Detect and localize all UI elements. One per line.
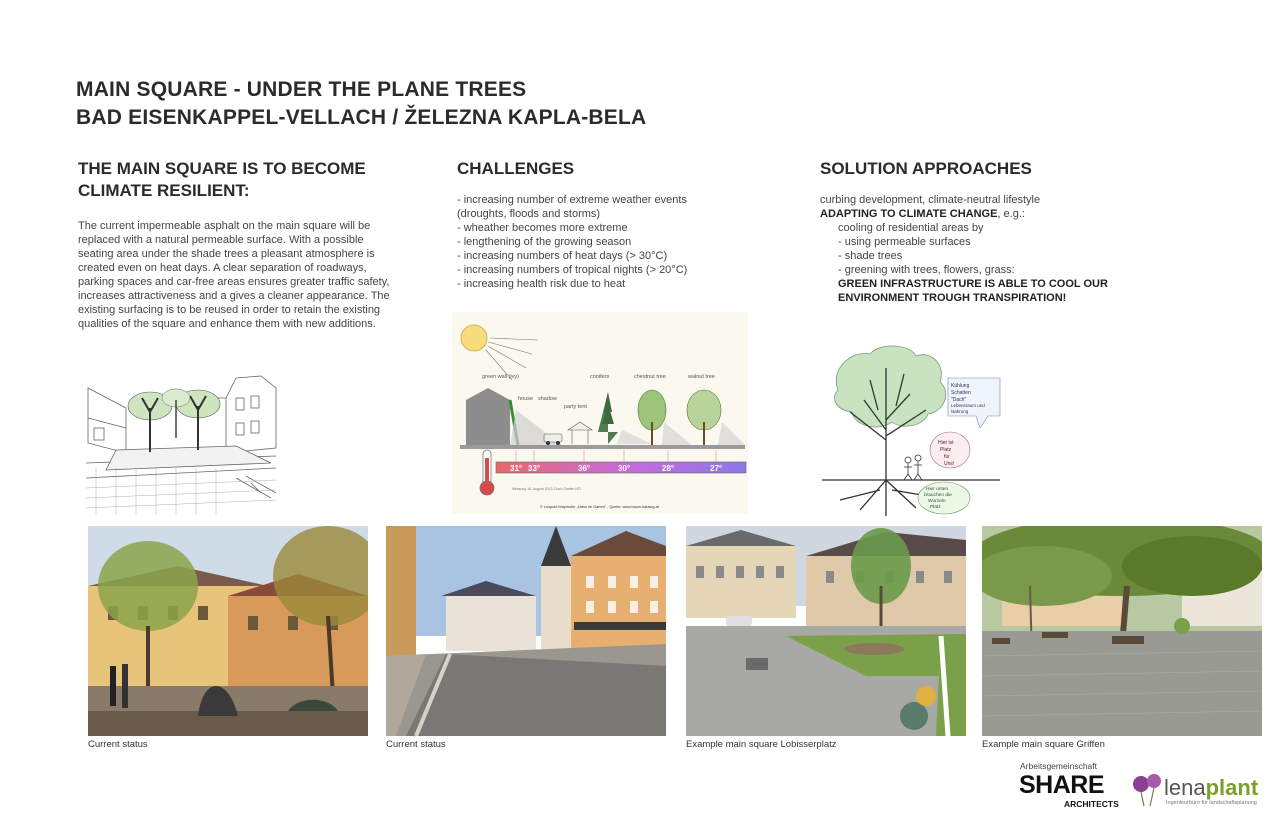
label-conifers: conifers xyxy=(590,374,610,380)
people-icon xyxy=(904,455,922,480)
photo-caption: Example main square Griffen xyxy=(982,739,1105,750)
challenge-item: - increasing numbers of heat days (> 30°C) xyxy=(457,250,668,262)
allium-flower-icon xyxy=(1130,772,1164,806)
left-column xyxy=(78,158,418,331)
photo-lobisserplatz xyxy=(686,526,966,736)
paragraph-line: qualities of the square and enhance them with new additions. xyxy=(78,318,376,330)
paragraph-line: increases attractiveness and a gives a cleaner appearance. The xyxy=(78,290,390,302)
arbeitsgemeinschaft-label: Arbeitsgemeinschaft xyxy=(1020,761,1098,771)
temp-value: 30° xyxy=(618,464,631,473)
solutions-heading: SOLUTION APPROACHES xyxy=(820,159,1032,178)
solution-item: - greening with trees, flowers, grass: xyxy=(838,264,1015,276)
paragraph-line: seating area under the shade trees a pleasant atmosphere is xyxy=(78,248,375,260)
thermometer-icon xyxy=(480,450,494,495)
heat-diagram xyxy=(452,312,748,514)
photo-caption: Example main square Lobisserplatz xyxy=(686,739,837,750)
paragraph-line: replaced with a natural permeable surface. With a possible xyxy=(78,234,364,246)
label-green-wall: green wall (ivy) xyxy=(482,374,519,380)
photo-griffen xyxy=(982,526,1262,736)
label-house: house xyxy=(518,396,533,402)
solutions-column xyxy=(820,158,1150,305)
note-line: Lebensraum und xyxy=(951,403,985,408)
lenaplant-logo xyxy=(1164,776,1258,800)
left-heading-line2: CLIMATE RESILIENT: xyxy=(78,181,250,200)
challenge-item: - increasing numbers of tropical nights (> 20°C) xyxy=(457,264,688,276)
solution-item: - using permeable surfaces xyxy=(838,236,971,248)
lena-text: lena xyxy=(1164,775,1206,800)
challenge-item: - increasing health risk due to heat xyxy=(457,278,626,290)
page-title: MAIN SQUARE - UNDER THE PLANE TREES xyxy=(76,78,527,101)
note-roots xyxy=(918,482,970,514)
photo-current-status-2 xyxy=(386,526,666,736)
diagram-source: © Leopold Mayrhofer „Natur im Garten" , Quelle: www.baum-katalog.at xyxy=(540,505,659,509)
paragraph-line: parking spaces and car-free areas ensures greater traffic safety, xyxy=(78,276,390,288)
note-line: Hier unten xyxy=(926,487,949,492)
photo-caption: Current status xyxy=(386,739,446,750)
note-line: Platz xyxy=(930,505,941,510)
note-cooling xyxy=(948,378,1000,428)
adapt-rest: , e.g.: xyxy=(997,208,1025,220)
challenge-item: (droughts, floods and storms) xyxy=(457,208,601,220)
solutions-adapt-line xyxy=(820,207,1150,221)
temp-value: 31° xyxy=(510,464,523,473)
share-logo: SHARE xyxy=(1019,771,1105,799)
challenges-column xyxy=(457,158,777,291)
share-architects: ARCHITECTS xyxy=(1064,799,1119,809)
note-line: Platz xyxy=(940,447,952,453)
left-heading-line1: THE MAIN SQUARE IS TO BECOME xyxy=(78,159,366,178)
challenge-item: - lengthening of the growing season xyxy=(457,236,632,248)
challenge-item: - wheather becomes more extreme xyxy=(457,222,628,234)
sun-icon xyxy=(461,325,538,380)
lenaplant-subtitle: Ingenieurbüro für landschaftsplanung xyxy=(1166,800,1257,806)
solution-item: - shade trees xyxy=(838,250,903,262)
challenges-list xyxy=(457,193,777,291)
left-paragraph xyxy=(78,219,418,331)
label-shadow: shadow xyxy=(538,396,557,402)
page-subtitle: BAD EISENKAPPEL-VELLACH / ŽELEZNA KAPLA-BELA xyxy=(76,106,647,129)
note-line: Kühlung xyxy=(951,383,970,389)
solutions-list xyxy=(820,193,1150,305)
note-line: Wurzeln xyxy=(928,499,946,504)
note-line: Nahrung xyxy=(951,409,969,414)
solution-item: cooling of residential areas by xyxy=(838,222,984,234)
challenge-item: - increasing number of extreme weather events xyxy=(457,194,687,206)
note-line: brauchen die xyxy=(924,493,952,498)
paragraph-line: created even on heat days. A clear separation of roadways, xyxy=(78,262,367,274)
tree-sketch xyxy=(820,340,1020,520)
note-line: Schatten xyxy=(951,390,971,396)
challenges-heading: CHALLENGES xyxy=(457,159,575,178)
photo-caption: Current status xyxy=(88,739,148,750)
square-sketch xyxy=(86,368,278,514)
solutions-intro: curbing development, climate-neutral lifestyle xyxy=(820,194,1041,206)
note-line: für xyxy=(944,454,950,460)
note-line: "Dach" xyxy=(951,397,967,403)
photo-current-status-1 xyxy=(88,526,368,736)
temp-value: 27° xyxy=(710,464,723,473)
label-party-tent: party tent xyxy=(564,404,587,410)
plant-text: plant xyxy=(1205,775,1259,800)
adapt-bold: ADAPTING TO CLIMATE CHANGE xyxy=(820,208,998,220)
label-walnut: walnut tree xyxy=(688,374,715,380)
diagram-footnote: Messung 16. August 2013, Dach-Garten NÖ xyxy=(512,487,581,491)
paragraph-line: existing surfacing is to be reused in order to retain the existing xyxy=(78,304,381,316)
temp-value: 28° xyxy=(662,464,675,473)
temp-value: 36° xyxy=(578,464,591,473)
note-space xyxy=(930,432,970,468)
paragraph-line: The current impermeable asphalt on the main square will be xyxy=(78,220,371,232)
temp-value: 33° xyxy=(528,464,541,473)
solution-bold-line: GREEN INFRASTRUCTURE IS ABLE TO COOL OUR xyxy=(838,278,1108,290)
note-line: Hier ist xyxy=(938,440,954,446)
note-line: Uns! xyxy=(944,461,955,467)
solution-bold-line: ENVIRONMENT TROUGH TRANSPIRATION! xyxy=(838,292,1067,304)
label-chestnut: chestnut tree xyxy=(634,374,666,380)
